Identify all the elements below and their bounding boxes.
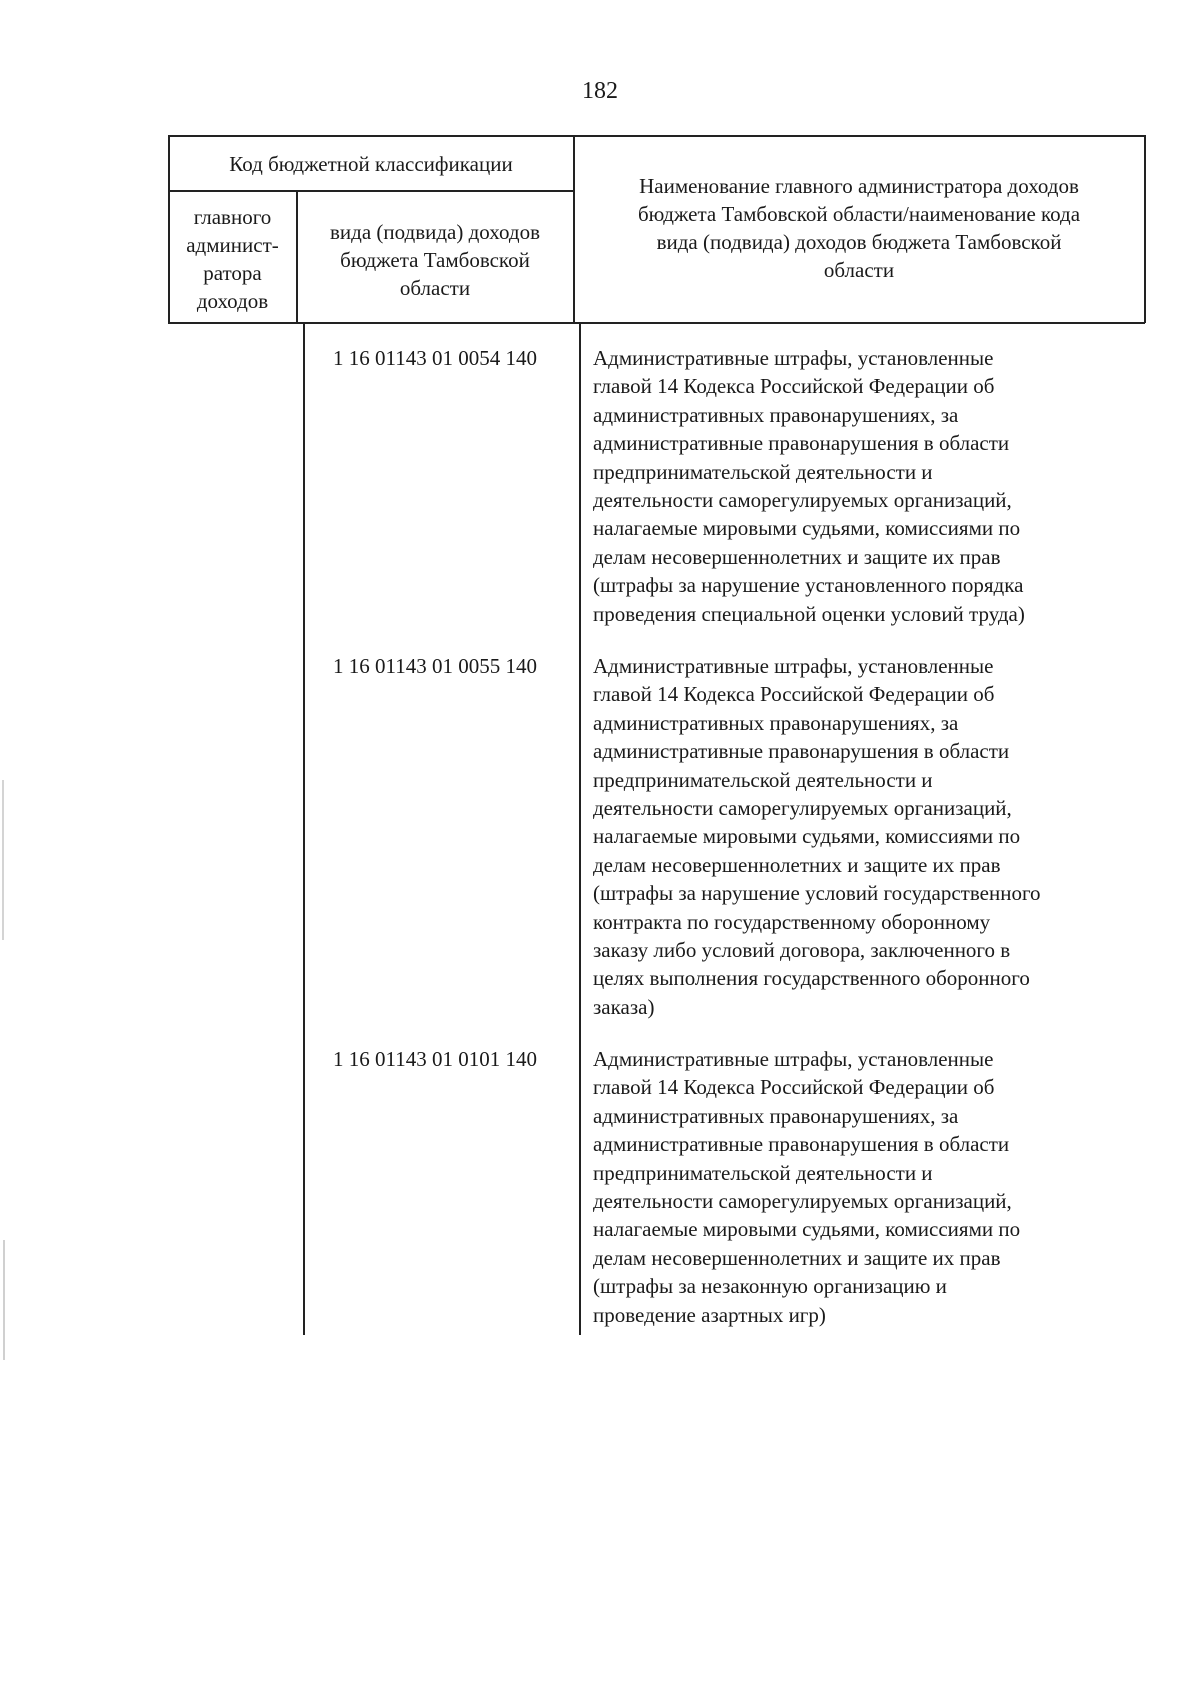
header-col-name: Наименование главного администратора доходов бюджета Тамбовской области/наименование кода вида (подвида) доходов бюджета Тамбовской области (637, 174, 1081, 282)
header-bottom-border (168, 322, 1145, 324)
row-description: Административные штрафы, установленные главой 14 Кодекса Российской Федерации об административных правонарушениях, за административные правонарушения в области предпринимательской деятельности и деятельности саморегулируемых организаций, налагаемые мировыми судьями, комиссиями по делам несовершеннолетних и защите их прав (штрафы за незаконную организацию и проведение азартных игр) (593, 1047, 1021, 1327)
body-divider-code-name (579, 322, 581, 1335)
header-right-border (1144, 135, 1146, 323)
header-divider-code-name (573, 135, 575, 323)
header-col-admin: главного админист- ратора доходов (186, 205, 279, 313)
header-group-title: Код бюджетной классификации (229, 152, 513, 176)
row-code: 1 16 01143 01 0055 140 (333, 654, 537, 678)
row-description: Административные штрафы, установленные главой 14 Кодекса Российской Федерации об административных правонарушениях, за административные правонарушения в области предпринимательской деятельности и деятельности саморегулируемых организаций, налагаемые мировыми судьями, комиссиями по делам несовершеннолетних и защите их прав (штрафы за нарушение условий государственного контракта по государственному оборонному заказу либо условий договора, заключенного в целях выполнения государственного оборонного заказа) (593, 654, 1041, 1019)
scan-edge-noise (2, 780, 4, 940)
body-divider-admin-kind (303, 322, 305, 1335)
page-number: 182 (582, 78, 618, 104)
row-code: 1 16 01143 01 0054 140 (333, 346, 537, 370)
row-description: Административные штрафы, установленные главой 14 Кодекса Российской Федерации об административных правонарушениях, за административные правонарушения в области предпринимательской деятельности и деятельности саморегулируемых организаций, налагаемые мировыми судьями, комиссиями по делам несовершеннолетних и защите их прав (штрафы за нарушение установленного порядка проведения специальной оценки условий труда) (593, 346, 1025, 626)
header-col-kind: вида (подвида) доходов бюджета Тамбовской области (330, 220, 540, 300)
header-top-border (168, 135, 1145, 137)
scan-edge-noise (3, 1240, 5, 1360)
row-code: 1 16 01143 01 0101 140 (333, 1047, 537, 1071)
header-group-underline (168, 190, 574, 192)
